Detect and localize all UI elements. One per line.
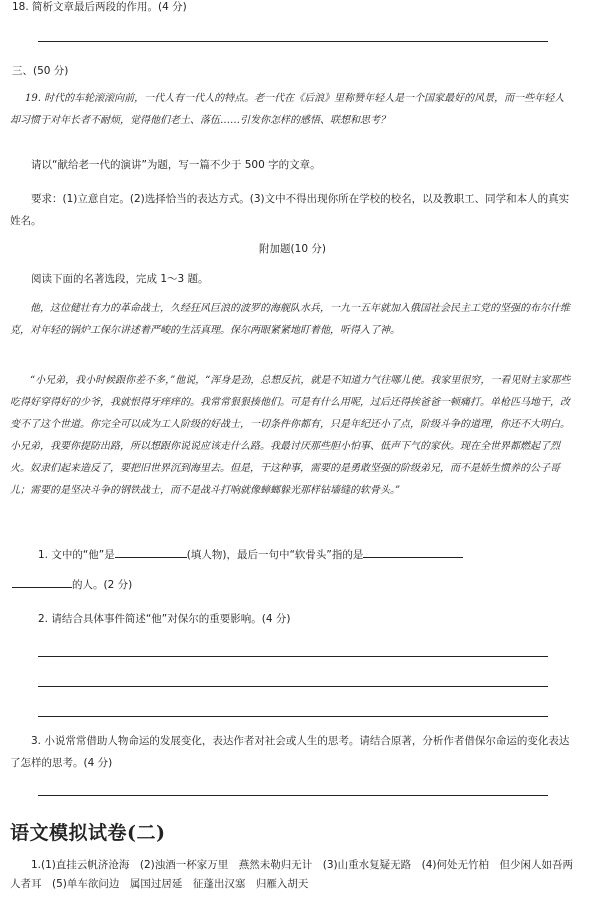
question-19-requirements: 要求：(1)立意自定。(2)选择恰当的表达方式。(3)文中不得出现你所在学校的校名，以及教职工、同学和本人的真实姓名。 [10,193,570,227]
answer-line[interactable] [38,656,548,657]
section-3-heading: 三、(50 分) [12,65,69,77]
q1-blank-continue[interactable] [12,575,72,588]
extra-instruction: 阅读下面的名著选段，完成 1～3 题。 [31,273,209,285]
q1-text-a: 1. 文中的“他”是 [38,549,115,561]
answer-line[interactable] [38,795,548,796]
answer-line[interactable] [38,686,548,687]
question-19-text: 19. 时代的车轮滚滚向前，一代人有一代人的特点。老一代在《后浪》里称赞年轻人是一个国家最好的风景，而一些年轻人却习惯于对年长者不耐烦，觉得他们老土、落伍……引发你怎样的感悟、联想和思考？ [10,93,565,126]
exam-2-answer-1: 1.(1)直挂云帆济沧海 (2)浊酒一杯家万里 燕然未勒归无计 (3)山重水复疑无路 (4)何处无竹柏 但少闲人如吾两人者耳 (5)单车欲问边 属国过居延 征蓬出汉塞 归雁入胡天 [10,859,574,890]
extra-question-1-cont [12,574,573,596]
exam-2-title: 语文模拟试卷(二) [10,822,166,844]
extra-question-2: 2. 请结合具体事件简述“他”对保尔的重要影响。(4 分) [38,613,291,625]
passage-paragraph-1: 他，这位健壮有力的革命战士，久经狂风巨浪的波罗的海舰队水兵，一九一五年就加入俄国社会民主工党的坚强的布尔什维克，对年轻的锅炉工保尔讲述着严峻的生活真理。保尔两眼紧紧地盯着他，听得入了神。 [10,303,570,336]
q1-text-b: (填人物)，最后一句中“软骨头”指的是 [186,549,364,561]
question-18: 18. 简析文章最后两段的作用。(4 分) [12,1,187,13]
answer-line[interactable] [38,41,548,42]
q1-text-c: 的人。(2 分) [72,579,133,591]
extra-question-1 [38,544,573,566]
extra-section-title: 附加题(10 分) [259,243,326,255]
question-19-prompt: 请以“献给老一代的演讲”为题，写一篇不少于 500 字的文章。 [31,159,321,171]
q1-blank-person[interactable] [115,545,187,558]
answer-line[interactable] [38,716,548,717]
passage-paragraph-2: “小兄弟，我小时候跟你差不多，”他说，“浑身是劲，总想反抗，就是不知道力气往哪儿使。我家里很穷，一看见财主家那些吃得好穿得好的少爷，我就恨得牙痒痒的。我常常狠狠揍他们。可是有什么用呢，过后还得挨爸爸一顿痛打。单枪匹马地干，改变不了这个世道。你完全可以成为工人阶级的好战士，一切条件你都有，只是年纪还小了点，阶级斗争的道理，你还不大明白。小兄弟，我要你提防出路，所以想跟你说说应该走什么路。我最讨厌那些胆小怕事、低声下气的家伙。现在全世界都燃起了烈火。奴隶们起来造反了，要把旧世界沉到海里去。但是，干这种事，需要的是勇敢坚强的阶级弟兄，而不是娇生惯养的公子哥儿；需要的是坚决斗争的钢铁战士，而不是战斗打响就像蟑螂躲光那样钻墙缝的软骨头。” [10,375,571,496]
extra-question-3: 3. 小说常常借助人物命运的发展变化，表达作者对社会或人生的思考。请结合原著，分析作者借保尔命运的变化表达了怎样的思考。(4 分) [10,735,570,769]
q1-blank-softbone[interactable] [363,545,463,558]
